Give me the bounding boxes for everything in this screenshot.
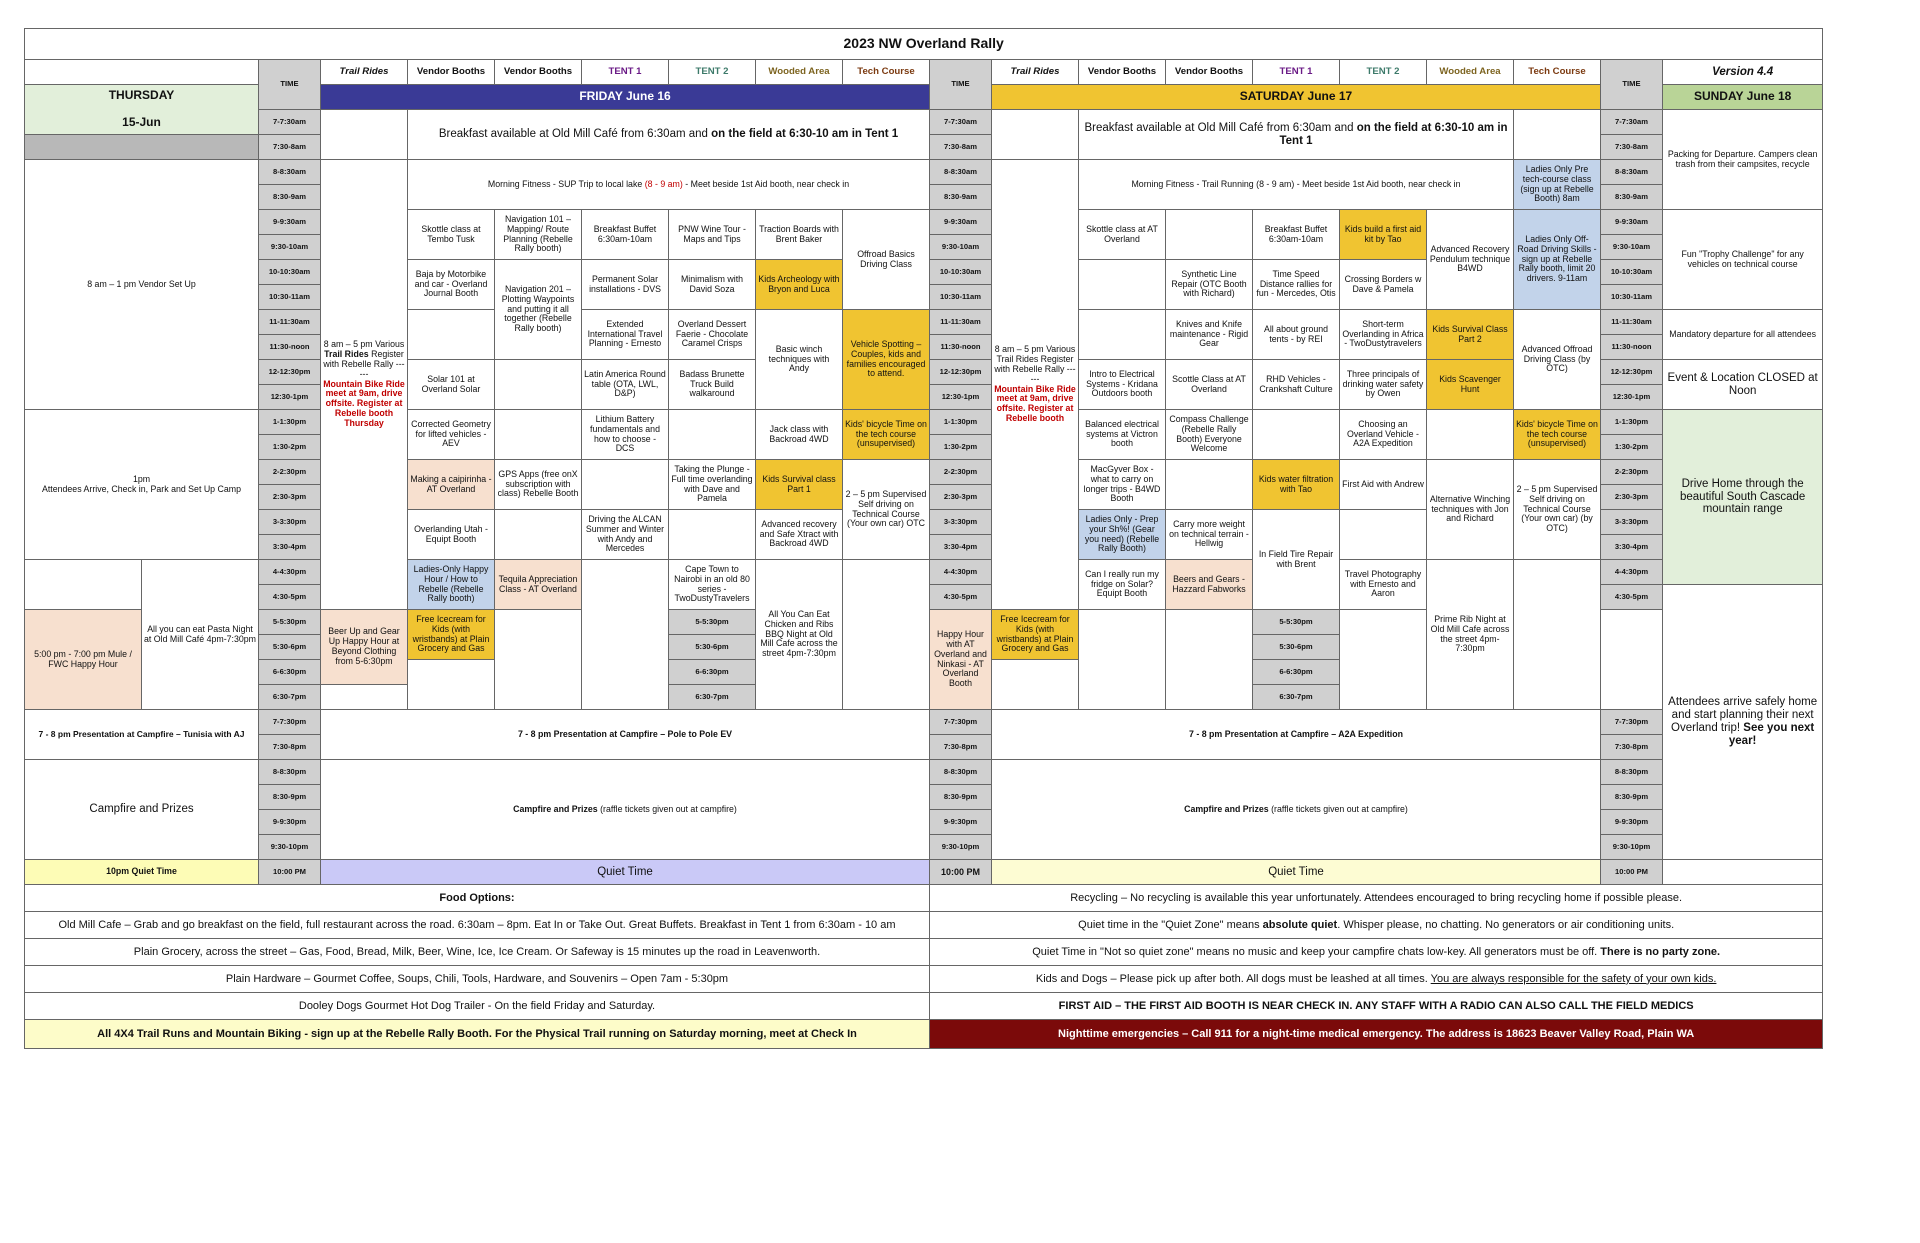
sat-v1-empty-2	[1079, 310, 1166, 360]
sun-packing: Packing for Departure. Campers clean trash from their campsites, recycle	[1663, 110, 1823, 210]
time-slot: 4:30-5pm	[259, 585, 321, 610]
time-slot: 8:30-9am	[930, 185, 992, 210]
sat-t1-ground-tents: All about ground tents - by REI	[1253, 310, 1340, 360]
time-slot: 7:30-8pm	[930, 735, 992, 760]
thursday-date: 15-Jun	[122, 115, 161, 130]
time-header-1: TIME	[259, 60, 321, 110]
time-slot: 10:30-11am	[1601, 285, 1663, 310]
sat-v2-empty	[1166, 210, 1253, 260]
sat-presentation: 7 - 8 pm Presentation at Campfire – A2A Expedition	[992, 710, 1601, 760]
time-slot: 9-9:30pm	[930, 810, 992, 835]
time-slot: 4:30-5pm	[930, 585, 992, 610]
sat-t1-empty	[1253, 410, 1340, 460]
time-slot: 7-7:30am	[930, 110, 992, 135]
time-slot: 5-5:30pm	[669, 610, 756, 635]
sat-v2-scottle: Scottle Class at AT Overland	[1166, 360, 1253, 410]
col-tech-course-sat: Tech Course	[1514, 60, 1601, 85]
thu-pasta: All you can eat Pasta Night at Old Mill Café 4pm-7:30pm	[142, 560, 259, 710]
sat-v2-carry-weight: Carry more weight on technical terrain - Hellwig	[1166, 510, 1253, 560]
thu-quiet: 10pm Quiet Time	[25, 860, 259, 885]
time-slot: 4-4:30pm	[1601, 560, 1663, 585]
time-slot: 10:00 PM	[259, 860, 321, 885]
fri-v1-beer-gear: Beer Up and Gear Up Happy Hour at Beyond Clothing from 5-6:30pm	[321, 610, 408, 685]
time-slot: 12:30-1pm	[1601, 385, 1663, 410]
time-slot: 12-12:30pm	[930, 360, 992, 385]
time-slot: 8:30-9pm	[930, 785, 992, 810]
thu-campfire: Campfire and Prizes	[25, 760, 259, 860]
fri-v2-icecream: Free Icecream for Kids (with wristbands) at Plain Grocery and Gas	[408, 610, 495, 660]
time-slot: 7-7:30pm	[259, 710, 321, 735]
time-slot: 8-8:30am	[1601, 160, 1663, 185]
sat-trail-rides: 8 am – 5 pm Various Trail Rides Register with Rebelle Rally ------ Mountain Bike Ride meet at 9am, drive offsite. Register at Rebelle booth	[992, 160, 1079, 610]
time-slot: 1:30-2pm	[259, 435, 321, 460]
time-slot: 12-12:30pm	[259, 360, 321, 385]
fri-tc-offroad-basics: Offroad Basics Driving Class	[843, 210, 930, 310]
time-slot: 10-10:30am	[1601, 260, 1663, 285]
time-slot: 7:30-8pm	[1601, 735, 1663, 760]
time-slot: 3-3:30pm	[930, 510, 992, 535]
sat-v2-compass: Compass Challenge (Rebelle Rally Booth) Everyone Welcome	[1166, 410, 1253, 460]
fri-t2-wine-tour: PNW Wine Tour - Maps and Tips	[669, 210, 756, 260]
sat-morning-fitness: Morning Fitness - Trail Running (8 - 9 am) - Meet beside 1st Aid booth, near check in	[1079, 160, 1514, 210]
schedule-sheet	[24, 28, 1820, 1049]
thu-vendor-setup: 8 am – 1 pm Vendor Set Up	[25, 160, 259, 410]
fri-v2-empty	[495, 360, 582, 410]
fri-v2-gps-apps: GPS Apps (free onX subscription with class) Rebelle Booth	[495, 460, 582, 510]
time-slot: 12:30-1pm	[259, 385, 321, 410]
sunday-header: SUNDAY June 18	[1663, 85, 1823, 110]
sat-w-pendulum: Advanced Recovery Pendulum technique B4WD	[1427, 210, 1514, 310]
time-slot: 8-8:30pm	[259, 760, 321, 785]
sat-w-alt-winching: Alternative Winching techniques with Jon and Richard	[1427, 460, 1514, 560]
sat-w-kids-survival-2: Kids Survival Class Part 2	[1427, 310, 1514, 360]
time-slot: 11:30-noon	[930, 335, 992, 360]
sat-v1-ladies-prep: Ladies Only - Prep your Sh%! (Gear you need) (Rebelle Rally Booth)	[1079, 510, 1166, 560]
sat-v2-knives: Knives and Knife maintenance - Rigid Gear	[1166, 310, 1253, 360]
col-tech-course: Tech Course	[843, 60, 930, 85]
fri-trail-empty	[321, 110, 408, 160]
sat-t2-water-safety: Three principals of drinking water safety by Owen	[1340, 360, 1427, 410]
sat-campfire: Campfire and Prizes (raffle tickets given out at campfire)	[992, 760, 1601, 860]
time-slot: 9-9:30am	[930, 210, 992, 235]
page-title: 2023 NW Overland Rally	[25, 29, 1823, 60]
sat-w-empty	[1427, 410, 1514, 460]
fri-morning-fitness: Morning Fitness - SUP Trip to local lake (8 - 9 am) - Meet beside 1st Aid booth, near check in	[408, 160, 930, 210]
thursday-label: THURSDAY	[108, 88, 175, 103]
time-slot: 2:30-3pm	[1601, 485, 1663, 510]
sat-t2-empty	[1340, 510, 1427, 560]
thursday-gray-bar	[25, 135, 259, 160]
time-slot: 10:00 PM	[930, 860, 992, 885]
sat-t2-empty-2	[1166, 610, 1253, 710]
sat-tech-kids-bicycle: Kids' bicycle Time on the tech course (unsupervised)	[1514, 410, 1601, 460]
col-tent-2: TENT 2	[669, 60, 756, 85]
time-slot: 12-12:30pm	[1601, 360, 1663, 385]
sun-trophy: Fun "Trophy Challenge" for any vehicles on technical course	[1663, 210, 1823, 310]
fri-v1-empty	[408, 310, 495, 360]
col-vendor-booths-1: Vendor Booths	[408, 60, 495, 85]
fri-v2-empty-4	[408, 660, 495, 710]
thu-blank	[25, 560, 142, 610]
time-slot: 10:30-11am	[259, 285, 321, 310]
fri-v1-ladies-happy-hour: Ladies-Only Happy Hour / How to Rebelle (Rebelle Rally booth)	[408, 560, 495, 610]
fri-v2-empty-3	[495, 510, 582, 560]
time-header-3: TIME	[1601, 60, 1663, 110]
time-slot: 5-5:30pm	[1253, 610, 1340, 635]
sun-drive-home: Drive Home through the beautiful South Cascade mountain range	[1663, 410, 1823, 585]
food-plain-hardware: Plain Hardware – Gourmet Coffee, Soups, Chili, Tools, Hardware, and Souvenirs – Open 7am - 5:30pm	[25, 966, 930, 993]
time-slot: 10-10:30am	[930, 260, 992, 285]
time-slot: 7-7:30am	[1601, 110, 1663, 135]
time-slot: 5:30-6pm	[259, 635, 321, 660]
sat-trail-empty	[992, 110, 1079, 160]
time-slot: 8:30-9am	[1601, 185, 1663, 210]
sat-v1-macgyver: MacGyver Box - what to carry on longer trips - B4WD Booth	[1079, 460, 1166, 510]
quiet-zone-note: Quiet time in the "Quiet Zone" means absolute quiet. Whisper please, no chatting. No generators or air conditioning units.	[930, 912, 1823, 939]
sat-v1-balanced-electrical: Balanced electrical systems at Victron booth	[1079, 410, 1166, 460]
fri-t2-empty-2	[669, 510, 756, 560]
sat-v1-skottle: Skottle class at AT Overland	[1079, 210, 1166, 260]
time-slot: 9-9:30am	[259, 210, 321, 235]
col-tent-1-sat: TENT 1	[1253, 60, 1340, 85]
sat-tech-advanced-offroad: Advanced Offroad Driving Class (by OTC)	[1514, 310, 1601, 410]
emergency-banner: Nighttime emergencies – Call 911 for a night-time medical emergency. The address is 18623 Beaver Valley Road, Plain WA	[930, 1020, 1823, 1049]
time-slot: 1-1:30pm	[1601, 410, 1663, 435]
recycling-note: Recycling – No recycling is available this year unfortunately. Attendees encouraged to bring recycling home if possible please.	[930, 885, 1823, 912]
time-slot: 1-1:30pm	[930, 410, 992, 435]
time-slot: 6-6:30pm	[259, 660, 321, 685]
time-slot: 4-4:30pm	[259, 560, 321, 585]
fri-t2-badass-brunette: Badass Brunette Truck Build walkaround	[669, 360, 756, 410]
time-slot: 8-8:30pm	[930, 760, 992, 785]
thu-presentation: 7 - 8 pm Presentation at Campfire – Tunisia with AJ	[25, 710, 259, 760]
fri-v2-nav201: Navigation 201 – Plotting Waypoints and putting it all together (Rebelle Rally booth)	[495, 260, 582, 360]
sat-t1-rhd: RHD Vehicles - Crankshaft Culture	[1253, 360, 1340, 410]
time-slot: 9:30-10pm	[259, 835, 321, 860]
sat-t2-crossing-borders: Crossing Borders w Dave & Pamela	[1340, 260, 1427, 310]
sat-tech-empty-2	[1514, 560, 1601, 710]
fri-v2-empty-2	[495, 410, 582, 460]
sat-t1-empty-2	[1079, 610, 1166, 710]
schedule-table	[24, 28, 1823, 1049]
time-slot: 2:30-3pm	[930, 485, 992, 510]
fri-w-basic-winch: Basic winch techniques with Andy	[756, 310, 843, 410]
fri-presentation: 7 - 8 pm Presentation at Campfire – Pole to Pole EV	[321, 710, 930, 760]
fri-t2-minimalism: Minimalism with David Soza	[669, 260, 756, 310]
sat-tech-supervised: 2 – 5 pm Supervised Self driving on Technical Course (Your own car) (by OTC)	[1514, 460, 1601, 560]
sat-tech-ladies-offroad: Ladies Only Off-Road Driving Skills - sign up at Rebelle Rally booth, limit 20 drivers. 9-11am	[1514, 210, 1601, 310]
time-slot: 6-6:30pm	[669, 660, 756, 685]
col-vendor-booths-sat-2: Vendor Booths	[1166, 60, 1253, 85]
time-slot: 8-8:30am	[259, 160, 321, 185]
time-slot: 6-6:30pm	[1253, 660, 1340, 685]
time-slot: 12:30-1pm	[930, 385, 992, 410]
time-slot: 9:30-10am	[1601, 235, 1663, 260]
fri-quiet: Quiet Time	[321, 860, 930, 885]
fri-campfire: Campfire and Prizes (raffle tickets given out at campfire)	[321, 760, 930, 860]
sat-t1-tsd-rallies: Time Speed Distance rallies for fun - Mercedes, Otis	[1253, 260, 1340, 310]
thursday-header	[25, 85, 259, 135]
sat-v2-synthetic-line: Synthetic Line Repair (OTC Booth with Richard)	[1166, 260, 1253, 310]
fri-v1-empty-2	[321, 685, 408, 710]
time-slot: 3:30-4pm	[1601, 535, 1663, 560]
fri-v1-skottle: Skottle class at Tembo Tusk	[408, 210, 495, 260]
sat-v2-beers-gears: Beers and Gears - Hazzard Fabworks	[1166, 560, 1253, 610]
fri-t2-cape-town: Cape Town to Nairobi in an old 80 series - TwoDustyTravelers	[669, 560, 756, 610]
sat-v1-fridge-solar: Can I really run my fridge on Solar? Equipt Booth	[1079, 560, 1166, 610]
food-options-title: Food Options:	[25, 885, 930, 912]
fri-t1-alcan: Driving the ALCAN Summer and Winter with Andy and Mercedes	[582, 510, 669, 560]
time-slot: 6:30-7pm	[1253, 685, 1340, 710]
fri-t1-empty	[582, 460, 669, 510]
time-slot: 7:30-8pm	[259, 735, 321, 760]
not-quiet-zone-note: Quiet Time in "Not so quiet zone" means no music and keep your campfire chats low-key. All generators must be off. There is no party zone.	[930, 939, 1823, 966]
sat-v2-empty-3	[992, 660, 1079, 710]
fri-w-traction: Traction Boards with Brent Baker	[756, 210, 843, 260]
time-slot: 7:30-8am	[930, 135, 992, 160]
time-slot: 1-1:30pm	[259, 410, 321, 435]
time-slot: 9:30-10pm	[930, 835, 992, 860]
time-slot: 3-3:30pm	[1601, 510, 1663, 535]
time-slot: 8:30-9pm	[1601, 785, 1663, 810]
time-slot: 8:30-9pm	[259, 785, 321, 810]
time-slot: 3:30-4pm	[259, 535, 321, 560]
fri-tc-kids-bicycle: Kids' bicycle Time on the tech course (unsupervised)	[843, 410, 930, 460]
fri-tc-vehicle-spotting: Vehicle Spotting – Couples, kids and families encouraged to attend.	[843, 310, 930, 410]
fri-trail-rides: 8 am – 5 pm Various Trail Rides Register with Rebelle Rally ------ Mountain Bike Ride meet at 9am, drive offsite. Register at Rebelle booth Thursday	[321, 160, 408, 610]
sat-w-scavenger-hunt: Kids Scavenger Hunt	[1427, 360, 1514, 410]
fri-t1-breakfast-buffet: Breakfast Buffet 6:30am-10am	[582, 210, 669, 260]
sat-t2-first-aid-kit: Kids build a first aid kit by Tao	[1340, 210, 1427, 260]
sat-tech-ladies-pre: Ladies Only Pre tech-course class (sign up at Rebelle Booth) 8am	[1514, 160, 1601, 210]
time-slot: 9:30-10pm	[1601, 835, 1663, 860]
fri-v1-geometry: Corrected Geometry for lifted vehicles - AEV	[408, 410, 495, 460]
thu-happy-hour: 5:00 pm - 7:00 pm Mule / FWC Happy Hour	[25, 610, 142, 710]
time-slot: 9-9:30pm	[259, 810, 321, 835]
time-slot: 11:30-noon	[1601, 335, 1663, 360]
sat-w-prime-rib: Prime Rib Night at Old Mill Cafe across the street 4pm-7:30pm	[1427, 560, 1514, 710]
sun-departure: Mandatory departure for all attendees	[1663, 310, 1823, 360]
time-slot: 2:30-3pm	[259, 485, 321, 510]
fri-v1-utah: Overlanding Utah - Equipt Booth	[408, 510, 495, 560]
friday-header: FRIDAY June 16	[321, 85, 930, 110]
fri-t1-latin-america: Latin America Round table (OTA, LWL, D&P)	[582, 360, 669, 410]
food-dooley-dogs: Dooley Dogs Gourmet Hot Dog Trailer - On the field Friday and Saturday.	[25, 993, 930, 1020]
fri-v2-tequila: Tequila Appreciation Class - AT Overland	[495, 560, 582, 610]
time-slot: 8-8:30am	[930, 160, 992, 185]
time-slot: 5:30-6pm	[669, 635, 756, 660]
col-trail-rides-sat: Trail Rides	[992, 60, 1079, 85]
sat-v1-happy-hour: Happy Hour with AT Overland and Ninkasi - AT Overland Booth	[930, 610, 992, 710]
time-slot: 10:00 PM	[1601, 860, 1663, 885]
fri-t1-empty-2	[582, 560, 669, 710]
time-slot: 8:30-9am	[259, 185, 321, 210]
time-header-2: TIME	[930, 60, 992, 110]
time-slot: 3:30-4pm	[930, 535, 992, 560]
fri-v1-baja: Baja by Motorbike and car - Overland Journal Booth	[408, 260, 495, 310]
time-slot: 9-9:30pm	[1601, 810, 1663, 835]
saturday-header: SATURDAY June 17	[992, 85, 1601, 110]
col-vendor-booths-2: Vendor Booths	[495, 60, 582, 85]
time-slot: 4-4:30pm	[930, 560, 992, 585]
sat-tech-empty	[1514, 110, 1601, 160]
fri-w-kids-archeology: Kids Archeology with Bryon and Luca	[756, 260, 843, 310]
time-slot: 7:30-8am	[1601, 135, 1663, 160]
fri-t2-dessert-faerie: Overland Dessert Faerie - Chocolate Caramel Crisps	[669, 310, 756, 360]
food-old-mill: Old Mill Cafe – Grab and go breakfast on the field, full restaurant across the road. 6:30am – 8pm. Eat In or Take Out. Great Buffets. Breakfast in Tent 1 from 6:30am - 10 am	[25, 912, 930, 939]
fri-v2-nav101: Navigation 101 – Mapping/ Route Planning (Rebelle Rally booth)	[495, 210, 582, 260]
sun-arrive-home: Attendees arrive safely home and start planning their next Overland trip! See you next year!	[1663, 585, 1823, 860]
time-slot: 2-2:30pm	[930, 460, 992, 485]
time-slot: 10:30-11am	[930, 285, 992, 310]
sat-t2-choosing-vehicle: Choosing an Overland Vehicle - A2A Expedition	[1340, 410, 1427, 460]
col-vendor-booths-sat-1: Vendor Booths	[1079, 60, 1166, 85]
time-slot: 8-8:30pm	[1601, 760, 1663, 785]
sat-breakfast: Breakfast available at Old Mill Café from 6:30am and on the field at 6:30-10 am in Tent 1	[1079, 110, 1514, 160]
sat-t1-breakfast-buffet: Breakfast Buffet 6:30am-10am	[1253, 210, 1340, 260]
fri-w-kids-survival-1: Kids Survival class Part 1	[756, 460, 843, 510]
time-slot: 3-3:30pm	[259, 510, 321, 535]
time-slot: 11:30-noon	[259, 335, 321, 360]
time-slot: 6:30-7pm	[669, 685, 756, 710]
food-plain-grocery: Plain Grocery, across the street – Gas, Food, Bread, Milk, Beer, Wine, Ice, Ice Cream. Or Safeway is 15 minutes up the road in Leavenworth.	[25, 939, 930, 966]
first-aid-note: FIRST AID – THE FIRST AID BOOTH IS NEAR CHECK IN. ANY STAFF WITH A RADIO CAN ALSO CALL THE FIELD MEDICS	[930, 993, 1823, 1020]
time-slot: 9-9:30am	[1601, 210, 1663, 235]
fri-v1-solar-101: Solar 101 at Overland Solar	[408, 360, 495, 410]
fri-v1-caipirinha: Making a caipirinha - AT Overland	[408, 460, 495, 510]
fri-w-advanced-recovery: Advanced recovery and Safe Xtract with Backroad 4WD	[756, 510, 843, 560]
sun-closed: Event & Location CLOSED at Noon	[1663, 360, 1823, 410]
col-tent-2-sat: TENT 2	[1340, 60, 1427, 85]
col-tent-1: TENT 1	[582, 60, 669, 85]
time-slot: 11-11:30am	[259, 310, 321, 335]
sat-t1-tire-repair: In Field Tire Repair with Brent	[1253, 510, 1340, 610]
time-slot: 11-11:30am	[930, 310, 992, 335]
sat-v2-icecream: Free Icecream for Kids (with wristbands) at Plain Grocery and Gas	[992, 610, 1079, 660]
time-slot: 7:30-8am	[259, 135, 321, 160]
time-slot: 5-5:30pm	[259, 610, 321, 635]
fri-t1-travel-planning: Extended International Travel Planning - Ernesto	[582, 310, 669, 360]
fri-t1-lithium: Lithium Battery fundamentals and how to choose - DCS	[582, 410, 669, 460]
time-slot: 6:30-7pm	[259, 685, 321, 710]
sat-t1-kids-water: Kids water filtration with Tao	[1253, 460, 1340, 510]
sat-t2-short-term-africa: Short-term Overlanding in Africa - TwoDustytravelers	[1340, 310, 1427, 360]
sat-t2-first-aid: First Aid with Andrew	[1340, 460, 1427, 510]
fri-w-bbq: All You Can Eat Chicken and Ribs BBQ Night at Old Mill Cafe across the street 4pm-7:30pm	[756, 560, 843, 710]
fri-tc-empty	[843, 560, 930, 710]
time-slot: 1:30-2pm	[1601, 435, 1663, 460]
col-wooded-area-sat: Wooded Area	[1427, 60, 1514, 85]
fri-t2-empty-3	[495, 610, 582, 710]
version-label: Version 4.4	[1663, 60, 1823, 85]
fri-t1-solar: Permanent Solar installations - DVS	[582, 260, 669, 310]
time-slot: 10-10:30am	[259, 260, 321, 285]
time-slot: 2-2:30pm	[259, 460, 321, 485]
time-slot: 7-7:30pm	[930, 710, 992, 735]
col-wooded-area: Wooded Area	[756, 60, 843, 85]
fri-t2-empty	[669, 410, 756, 460]
time-slot: 9:30-10am	[930, 235, 992, 260]
fri-breakfast: Breakfast available at Old Mill Café from 6:30am and on the field at 6:30-10 am in Tent 1	[408, 110, 930, 160]
time-slot: 4:30-5pm	[1601, 585, 1663, 610]
trail-signup-banner: All 4X4 Trail Runs and Mountain Biking - sign up at the Rebelle Rally Booth. For the Physical Trail running on Saturday morning, meet at Check In	[25, 1020, 930, 1049]
sat-v2-empty-2	[1166, 460, 1253, 510]
time-slot: 1:30-2pm	[930, 435, 992, 460]
sat-quiet: Quiet Time	[992, 860, 1601, 885]
sat-v1-intro-electrical: Intro to Electrical Systems - Kridana Outdoors booth	[1079, 360, 1166, 410]
kids-dogs-note: Kids and Dogs – Please pick up after both. All dogs must be leashed at all times. You are always responsible for the safety of your own kids.	[930, 966, 1823, 993]
time-slot: 7-7:30pm	[1601, 710, 1663, 735]
sat-v1-empty	[1079, 260, 1166, 310]
fri-tc-supervised: 2 – 5 pm Supervised Self driving on Technical Course (Your own car) OTC	[843, 460, 930, 560]
fri-t2-plunge: Taking the Plunge - Full time overlanding with Dave and Pamela	[669, 460, 756, 510]
fri-w-jack-class: Jack class with Backroad 4WD	[756, 410, 843, 460]
time-slot: 2-2:30pm	[1601, 460, 1663, 485]
blank-cell	[25, 60, 259, 85]
sat-t2-travel-photo: Travel Photography with Ernesto and Aaron	[1340, 560, 1427, 610]
time-slot: 7-7:30am	[259, 110, 321, 135]
time-slot: 11-11:30am	[1601, 310, 1663, 335]
thu-arrive: 1pm Attendees Arrive, Check in, Park and Set Up Camp	[25, 410, 259, 560]
time-slot: 9:30-10am	[259, 235, 321, 260]
time-slot: 5:30-6pm	[1253, 635, 1340, 660]
col-trail-rides: Trail Rides	[321, 60, 408, 85]
